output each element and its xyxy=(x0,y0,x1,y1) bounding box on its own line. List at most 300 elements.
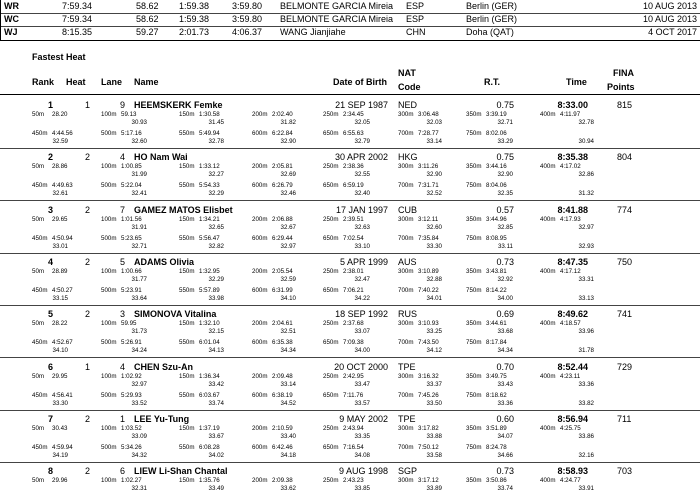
split-difference: 32.97 xyxy=(131,380,147,388)
split-time: 2:06.88 xyxy=(272,215,293,223)
split-time: 4:17.93 xyxy=(560,215,581,223)
split-time: 7:28.77 xyxy=(418,130,439,137)
split-distance: 250m xyxy=(323,267,339,275)
split-time: 3:44.61 xyxy=(486,320,507,328)
split-difference: 32.60 xyxy=(131,138,147,145)
record-split-400: 3:59.80 xyxy=(232,14,263,24)
split-distance: 300m xyxy=(398,215,414,223)
split-difference: 34.00 xyxy=(354,347,370,355)
record-split-400: 4:06.37 xyxy=(232,27,263,37)
split-distance: 250m xyxy=(323,424,339,432)
split-distance: 350m xyxy=(466,163,482,171)
swimmer-name: GAMEZ MATOS Elisbet xyxy=(134,204,233,215)
split-distance: 200m xyxy=(252,267,268,275)
split-difference: 33.01 xyxy=(52,242,68,250)
split-difference: 32.35 xyxy=(497,190,513,198)
split-difference: 33.58 xyxy=(426,451,442,459)
split-difference: 33.09 xyxy=(131,432,147,440)
split-time: 1:00.66 xyxy=(121,267,142,275)
split-distance: 600m xyxy=(252,443,268,451)
reaction-time: 0.73 xyxy=(496,466,514,477)
split-distance: 100m xyxy=(101,215,117,223)
split-difference: 33.57 xyxy=(354,399,370,407)
split-difference: 31.45 xyxy=(208,119,224,126)
heat-cell: 2 xyxy=(85,466,91,477)
split-time: 5:56.47 xyxy=(199,234,220,242)
lane-cell: 4 xyxy=(120,152,126,163)
rank-cell: 8 xyxy=(48,466,54,477)
record-date: 10 AUG 2013 xyxy=(642,14,697,24)
row-divider xyxy=(0,410,700,411)
split-distance: 550m xyxy=(179,182,195,190)
split-difference: 33.29 xyxy=(497,138,513,145)
header-fina: FINA xyxy=(613,68,634,78)
split-difference: 34.32 xyxy=(131,451,147,459)
record-date: 4 OCT 2017 xyxy=(648,27,697,37)
split-distance: 650m xyxy=(323,391,339,399)
split-distance: 550m xyxy=(179,234,195,242)
record-split-200: 2:01.73 xyxy=(179,27,210,37)
record-row-rule xyxy=(0,26,700,27)
split-time: 1:32.10 xyxy=(199,320,220,328)
split-difference: 32.61 xyxy=(52,190,68,198)
record-time: 7:59.34 xyxy=(62,14,93,24)
date-of-birth: 30 APR 2002 xyxy=(334,152,388,163)
split-distance: 50m xyxy=(32,477,45,485)
split-distance: 350m xyxy=(466,215,482,223)
split-distance: 200m xyxy=(252,163,268,171)
split-distance: 700m xyxy=(398,339,414,347)
split-difference: 32.97 xyxy=(280,242,296,250)
split-difference: 33.52 xyxy=(131,399,147,407)
nat-code: TPE xyxy=(398,413,416,424)
record-nat: CHN xyxy=(406,27,426,37)
split-difference: 34.22 xyxy=(354,294,370,302)
header-name: Name xyxy=(134,77,159,87)
split-difference: 32.82 xyxy=(208,242,224,250)
split-distance: 300m xyxy=(398,320,414,328)
records-bottom-rule xyxy=(0,40,700,41)
rank-cell: 5 xyxy=(48,309,54,320)
split-difference: 33.43 xyxy=(497,380,513,388)
heat-cell: 2 xyxy=(85,413,91,424)
records-left-border xyxy=(0,0,1,40)
record-place: Berlin (GER) xyxy=(466,1,518,11)
split-time: 1:37.19 xyxy=(199,424,220,432)
rank-cell: 3 xyxy=(48,204,54,215)
split-distance: 150m xyxy=(179,477,195,485)
split-time: 5:23.65 xyxy=(121,234,142,242)
header-heat: Heat xyxy=(66,77,86,87)
split-difference: 32.86 xyxy=(578,171,594,179)
split-time: 1:03.52 xyxy=(121,424,142,432)
nat-code: NED xyxy=(398,100,418,110)
lane-cell: 7 xyxy=(120,204,126,215)
split-distance: 300m xyxy=(398,424,414,432)
split-distance: 400m xyxy=(540,424,556,432)
split-difference: 32.97 xyxy=(578,223,594,231)
split-distance: 250m xyxy=(323,215,339,223)
rank-cell: 2 xyxy=(48,152,54,163)
split-difference: 32.55 xyxy=(354,171,370,179)
split-distance: 50m xyxy=(32,267,45,275)
split-difference: 33.10 xyxy=(354,242,370,250)
nat-code: AUS xyxy=(398,256,417,267)
split-time: 2:42.95 xyxy=(343,372,364,380)
split-distance: 650m xyxy=(323,286,339,294)
split-time: 1:02.92 xyxy=(121,372,142,380)
split-distance: 400m xyxy=(540,111,556,118)
split-difference: 32.31 xyxy=(131,485,147,493)
split-difference: 34.13 xyxy=(208,347,224,355)
split-difference: 33.74 xyxy=(208,399,224,407)
final-time: 8:35.38 xyxy=(557,152,588,163)
record-time: 8:15.35 xyxy=(62,27,93,37)
split-difference: 33.64 xyxy=(131,294,147,302)
split-time: 4:44.56 xyxy=(52,130,73,137)
split-difference: 32.59 xyxy=(52,138,68,145)
split-difference: 32.60 xyxy=(426,223,442,231)
reaction-time: 0.70 xyxy=(496,361,514,372)
header-time: Time xyxy=(566,77,587,87)
lane-cell: 3 xyxy=(120,309,126,320)
split-difference: 32.59 xyxy=(280,275,296,283)
split-distance: 250m xyxy=(323,320,339,328)
split-distance: 100m xyxy=(101,163,117,171)
heat-cell: 2 xyxy=(85,204,91,215)
split-distance: 200m xyxy=(252,477,268,485)
record-split-400: 3:59.80 xyxy=(232,1,263,11)
split-difference: 34.10 xyxy=(52,347,68,355)
split-time: 4:59.94 xyxy=(52,443,73,451)
split-difference: 33.74 xyxy=(497,485,513,493)
split-time: 2:37.68 xyxy=(343,320,364,328)
split-time: 1:34.21 xyxy=(199,215,220,223)
split-distance: 650m xyxy=(323,130,339,137)
split-difference: 34.34 xyxy=(497,347,513,355)
split-time: 6:42.46 xyxy=(272,443,293,451)
nat-code: HKG xyxy=(398,152,418,163)
split-time: 28.20 xyxy=(52,111,68,118)
swimmer-name: HEEMSKERK Femke xyxy=(134,100,223,110)
final-time: 8:58.93 xyxy=(557,466,588,477)
split-difference: 33.42 xyxy=(208,380,224,388)
split-time: 4:50.27 xyxy=(52,286,73,294)
heat-cell: 2 xyxy=(85,152,91,163)
split-time: 3:16.32 xyxy=(418,372,439,380)
split-distance: 300m xyxy=(398,372,414,380)
split-distance: 550m xyxy=(179,130,195,137)
split-difference: 33.82 xyxy=(578,399,594,407)
swimmer-name: LEE Yu-Tung xyxy=(134,413,190,424)
split-distance: 250m xyxy=(323,477,339,485)
nat-code: RUS xyxy=(398,309,418,320)
fina-points: 804 xyxy=(617,152,633,163)
split-distance: 400m xyxy=(540,477,556,485)
split-distance: 350m xyxy=(466,372,482,380)
record-split-50: 58.62 xyxy=(136,14,159,24)
record-date: 10 AUG 2013 xyxy=(642,1,697,11)
fina-points: 815 xyxy=(617,100,633,110)
split-time: 3:06.48 xyxy=(418,111,439,118)
row-divider xyxy=(0,462,700,463)
split-distance: 100m xyxy=(101,267,117,275)
split-difference: 33.31 xyxy=(578,275,594,283)
split-distance: 500m xyxy=(101,182,117,190)
split-difference: 34.10 xyxy=(280,294,296,302)
split-difference: 33.30 xyxy=(52,399,68,407)
split-difference: 34.34 xyxy=(280,347,296,355)
swimmer-name: ADAMS Olivia xyxy=(134,256,195,267)
heat-cell: 1 xyxy=(85,100,91,110)
split-time: 3:49.75 xyxy=(486,372,507,380)
split-difference: 33.13 xyxy=(578,294,594,302)
split-difference: 32.52 xyxy=(426,190,442,198)
split-distance: 150m xyxy=(179,111,195,118)
split-distance: 250m xyxy=(323,163,339,171)
split-time: 7:11.76 xyxy=(343,391,364,399)
split-difference: 32.85 xyxy=(497,223,513,231)
split-time: 30.43 xyxy=(52,424,68,432)
nat-code: CUB xyxy=(398,204,418,215)
record-split-200: 1:59.38 xyxy=(179,1,210,11)
split-distance: 500m xyxy=(101,130,117,137)
row-divider xyxy=(0,305,700,306)
split-difference: 32.16 xyxy=(578,451,594,459)
split-time: 5:34.26 xyxy=(121,443,142,451)
split-time: 6:22.84 xyxy=(272,130,293,137)
split-difference: 32.79 xyxy=(354,138,370,145)
split-time: 59.95 xyxy=(121,320,137,328)
record-holder: BELMONTE GARCIA Mireia xyxy=(280,1,394,11)
split-difference: 32.47 xyxy=(354,275,370,283)
split-time: 5:23.91 xyxy=(121,286,142,294)
header-nat: NAT xyxy=(398,68,416,78)
split-difference: 32.71 xyxy=(131,242,147,250)
swimmer-name: LIEW Li-Shan Chantal xyxy=(134,466,228,477)
split-difference: 32.67 xyxy=(280,223,296,231)
split-distance: 200m xyxy=(252,215,268,223)
split-time: 3:50.86 xyxy=(486,477,507,485)
split-time: 2:34.45 xyxy=(343,111,364,118)
final-time: 8:49.62 xyxy=(557,309,588,320)
swimmer-name: HO Nam Wai xyxy=(134,152,188,163)
split-time: 3:17.12 xyxy=(418,477,439,485)
split-distance: 550m xyxy=(179,443,195,451)
split-time: 3:39.19 xyxy=(486,111,507,118)
split-difference: 33.47 xyxy=(354,380,370,388)
split-distance: 500m xyxy=(101,391,117,399)
split-distance: 750m xyxy=(466,182,482,190)
split-difference: 34.01 xyxy=(426,294,442,302)
split-time: 3:10.93 xyxy=(418,320,439,328)
split-distance: 600m xyxy=(252,182,268,190)
split-difference: 33.67 xyxy=(208,432,224,440)
split-time: 5:26.91 xyxy=(121,339,142,347)
split-time: 4:17.02 xyxy=(560,163,581,171)
split-time: 1:30.58 xyxy=(199,111,220,118)
final-time: 8:33.00 xyxy=(557,100,588,110)
split-distance: 300m xyxy=(398,111,414,118)
split-difference: 33.36 xyxy=(578,380,594,388)
header-dob: Date of Birth xyxy=(333,77,387,87)
split-difference: 32.41 xyxy=(131,190,147,198)
split-difference: 31.78 xyxy=(578,347,594,355)
split-distance: 50m xyxy=(32,111,45,118)
split-distance: 450m xyxy=(32,443,48,451)
split-time: 3:51.89 xyxy=(486,424,507,432)
split-difference: 33.07 xyxy=(354,328,370,336)
split-time: 6:01.04 xyxy=(199,339,220,347)
split-time: 28.89 xyxy=(52,267,68,275)
split-distance: 700m xyxy=(398,391,414,399)
split-difference: 32.90 xyxy=(497,171,513,179)
split-time: 8:24.78 xyxy=(486,443,507,451)
row-divider xyxy=(0,148,700,149)
split-time: 7:06.21 xyxy=(343,286,364,294)
split-distance: 600m xyxy=(252,130,268,137)
split-difference: 32.69 xyxy=(280,171,296,179)
split-difference: 33.88 xyxy=(426,432,442,440)
split-difference: 32.78 xyxy=(208,138,224,145)
split-distance: 150m xyxy=(179,424,195,432)
split-difference: 33.89 xyxy=(426,485,442,493)
split-difference: 34.00 xyxy=(497,294,513,302)
split-time: 1:01.56 xyxy=(121,215,142,223)
split-difference: 31.32 xyxy=(578,190,594,198)
split-time: 4:49.63 xyxy=(52,182,73,190)
split-distance: 100m xyxy=(101,320,117,328)
split-distance: 500m xyxy=(101,443,117,451)
split-distance: 250m xyxy=(323,111,339,118)
split-difference: 32.71 xyxy=(497,119,513,126)
split-distance: 750m xyxy=(466,443,482,451)
split-time: 2:10.59 xyxy=(272,424,293,432)
row-divider xyxy=(0,357,700,358)
split-distance: 700m xyxy=(398,130,414,137)
split-distance: 350m xyxy=(466,477,482,485)
split-distance: 350m xyxy=(466,424,482,432)
split-distance: 400m xyxy=(540,267,556,275)
split-time: 8:02.06 xyxy=(486,130,507,137)
split-time: 4:23.11 xyxy=(560,372,581,380)
split-difference: 34.18 xyxy=(280,451,296,459)
split-difference: 32.63 xyxy=(354,223,370,231)
split-difference: 31.99 xyxy=(131,171,147,179)
header-code: Code xyxy=(398,82,421,92)
split-distance: 650m xyxy=(323,182,339,190)
row-divider xyxy=(0,200,700,201)
split-distance: 450m xyxy=(32,182,48,190)
split-distance: 650m xyxy=(323,339,339,347)
record-nat: ESP xyxy=(406,14,425,24)
split-time: 7:40.22 xyxy=(418,286,439,294)
split-time: 2:09.48 xyxy=(272,372,293,380)
record-split-200: 1:59.38 xyxy=(179,14,210,24)
split-time: 1:00.85 xyxy=(121,163,142,171)
fina-points: 750 xyxy=(617,256,633,267)
split-distance: 750m xyxy=(466,286,482,294)
split-difference: 32.88 xyxy=(426,275,442,283)
split-time: 2:04.61 xyxy=(272,320,293,328)
record-tag: WR xyxy=(4,1,19,11)
split-difference: 32.03 xyxy=(426,119,442,126)
split-time: 1:35.76 xyxy=(199,477,220,485)
split-distance: 150m xyxy=(179,267,195,275)
split-distance: 350m xyxy=(466,267,482,275)
split-difference: 33.85 xyxy=(354,485,370,493)
split-distance: 300m xyxy=(398,163,414,171)
final-time: 8:47.35 xyxy=(557,256,588,267)
split-time: 7:09.38 xyxy=(343,339,364,347)
split-difference: 32.40 xyxy=(354,190,370,198)
split-time: 3:44.96 xyxy=(486,215,507,223)
split-time: 8:04.06 xyxy=(486,182,507,190)
rank-cell: 4 xyxy=(48,256,54,267)
reaction-time: 0.60 xyxy=(496,413,514,424)
fina-points: 741 xyxy=(617,309,633,320)
nat-code: TPE xyxy=(398,361,416,372)
split-time: 6:59.19 xyxy=(343,182,364,190)
split-distance: 100m xyxy=(101,477,117,485)
fina-points: 729 xyxy=(617,361,633,372)
split-distance: 600m xyxy=(252,234,268,242)
split-time: 28.22 xyxy=(52,320,68,328)
rank-cell: 6 xyxy=(48,361,54,372)
split-time: 2:02.40 xyxy=(272,111,293,118)
split-time: 1:02.27 xyxy=(121,477,142,485)
split-time: 5:17.16 xyxy=(121,130,142,137)
header-points: Points xyxy=(607,82,635,92)
section-title: Fastest Heat xyxy=(32,52,86,62)
split-distance: 350m xyxy=(466,111,482,118)
split-distance: 650m xyxy=(323,443,339,451)
split-time: 1:32.95 xyxy=(199,267,220,275)
swimmer-name: SIMONOVA Vitalina xyxy=(134,309,217,320)
split-time: 5:22.04 xyxy=(121,182,142,190)
split-difference: 33.98 xyxy=(208,294,224,302)
split-difference: 33.30 xyxy=(426,242,442,250)
split-time: 2:38.01 xyxy=(343,267,364,275)
split-time: 6:08.28 xyxy=(199,443,220,451)
split-time: 4:56.41 xyxy=(52,391,73,399)
split-distance: 750m xyxy=(466,234,482,242)
split-distance: 50m xyxy=(32,320,45,328)
split-time: 4:52.67 xyxy=(52,339,73,347)
rank-cell: 7 xyxy=(48,413,54,424)
split-time: 1:36.34 xyxy=(199,372,220,380)
final-time: 8:52.44 xyxy=(557,361,588,372)
split-difference: 32.93 xyxy=(578,242,594,250)
split-distance: 550m xyxy=(179,339,195,347)
record-split-50: 58.62 xyxy=(136,1,159,11)
split-distance: 200m xyxy=(252,111,268,118)
split-difference: 34.08 xyxy=(354,451,370,459)
split-distance: 200m xyxy=(252,372,268,380)
split-difference: 33.62 xyxy=(280,485,296,493)
reaction-time: 0.75 xyxy=(496,100,514,110)
date-of-birth: 9 AUG 1998 xyxy=(338,466,388,477)
record-split-50: 59.27 xyxy=(136,27,159,37)
lane-cell: 9 xyxy=(120,100,126,110)
heat-cell: 2 xyxy=(85,256,91,267)
split-time: 7:43.50 xyxy=(418,339,439,347)
record-holder: WANG Jianjiahe xyxy=(280,27,346,37)
split-difference: 33.50 xyxy=(426,399,442,407)
split-time: 6:31.99 xyxy=(272,286,293,294)
fina-points: 711 xyxy=(617,413,632,424)
date-of-birth: 18 SEP 1992 xyxy=(335,309,388,320)
